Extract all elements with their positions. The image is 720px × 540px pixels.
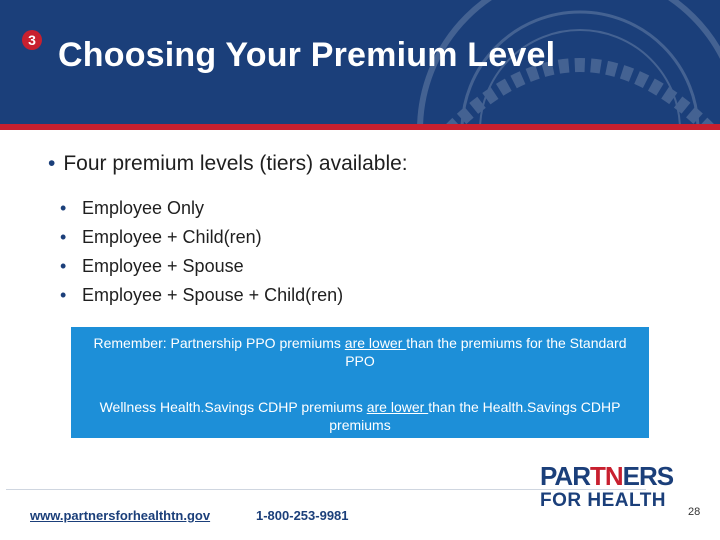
list-item (60, 224, 343, 253)
callout-cdhp-note (81, 398, 639, 434)
website-link[interactable]: www.partnersforhealthtn.gov (30, 508, 211, 523)
tier-label: Employee + Spouse + Child(ren) (82, 285, 344, 305)
logo-wordmark (540, 461, 674, 491)
tier-label: Employee + Child(ren) (82, 227, 262, 247)
tier-list (60, 195, 343, 311)
callout-text: than the Health.Savings CDHP premiums (329, 399, 621, 433)
bullet-icon: • (60, 198, 67, 218)
logo-tagline: FOR HEALTH (540, 490, 667, 511)
bullet-icon: • (60, 285, 67, 305)
callout-text: than the premiums for the Standard PPO (345, 335, 627, 369)
list-item (60, 253, 343, 282)
callout-box (71, 327, 649, 438)
tier-label: Employee + Spouse (82, 256, 244, 276)
tier-label: Employee Only (82, 198, 205, 218)
callout-emphasis: are lower (366, 399, 429, 415)
list-item (60, 282, 343, 311)
logo-text: ERS (622, 461, 674, 491)
logo-tn: TN (589, 461, 623, 491)
partners-for-health-logo (540, 461, 674, 520)
main-bullet-text: Four premium levels (tiers) available: (63, 152, 408, 175)
page-number: 28 (688, 506, 701, 518)
main-bullet (48, 152, 408, 176)
header-divider (0, 124, 720, 130)
page-title: Choosing Your Premium Level (58, 36, 556, 74)
callout-ppo-note (81, 334, 639, 370)
list-item (60, 195, 343, 224)
bullet-icon: • (60, 227, 67, 247)
callout-text: Wellness Health.Savings CDHP premiums (99, 399, 367, 415)
callout-text: Remember: Partnership PPO premiums (93, 335, 345, 351)
bullet-icon: • (48, 152, 56, 175)
logo-text: PAR (540, 461, 590, 491)
step-badge: 3 (22, 30, 42, 50)
callout-emphasis: are lower (344, 335, 407, 351)
phone-number: 1-800-253-9981 (256, 508, 349, 523)
bullet-icon: • (60, 256, 67, 276)
